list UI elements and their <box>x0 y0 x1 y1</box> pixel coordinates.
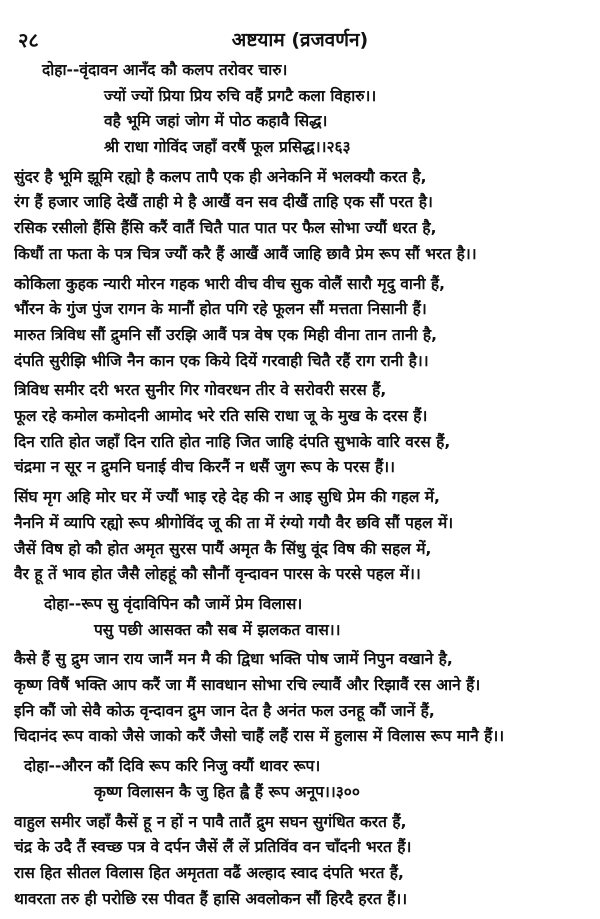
verse-line: वैर हू तें भाव होत जैसै लोहहूं कौ सौनौं वृन्दावन पारस के परसे पहल में।। <box>14 565 421 584</box>
stanza-4 <box>14 485 592 588</box>
verse-line: कैसे हैं सु द्रुम जान राय जानैं मन मै की द्विधा भक्ति पोष जामें निपुन वखाने है, <box>14 650 453 669</box>
verse-line: दोहा--औरन कौं दिवि रूप करि निजु क्यौं थावर रूप। <box>24 757 321 776</box>
verse-line: वहै भूमि जहां जोग में पोठ कहावै सिद्ध। <box>104 112 328 131</box>
page-number: २८ <box>18 28 39 52</box>
verse-line: चंद्र के उदै तैं स्वच्छ पत्र वे दर्पन जैसें लैं लें प्रतिविंव वन चाँदनी भरत हैं। <box>14 838 412 857</box>
doha-3 <box>14 754 592 805</box>
page-header <box>18 26 582 56</box>
verse-line: पसु पछी आसक्त कौ सब में झलकत वास।। <box>94 620 341 639</box>
verse-line: दोहा--वृंदावन आनँद कौ कलप तरोवर चारु। <box>42 61 288 79</box>
running-title: अष्टयाम (व्रजवर्णन) <box>231 29 369 51</box>
stanza-1 <box>14 165 592 268</box>
verse-line: किधौं ता फता के पत्र चित्र ज्यौं करै हैं आखैं आवैं जाहि छावै प्रेम रूप सौं भरत है।। <box>14 244 477 263</box>
stanza-6 <box>14 810 592 913</box>
verse-line: मारुत त्रिविध सौं द्रुमनि सौं उरझि आवैं पत्र वेष एक मिही वीना तान तानी है, <box>14 325 438 344</box>
verse-line: दंपति सुरीझि भीजि नैन कान एक किये दियें गरवाही चितै रहैं राग रानी है।। <box>14 351 429 370</box>
verse-line: चंद्रमा न सूर न द्रुमनि घनाई वीच किरनैं न धसैं जुग रूप के परस हैं।। <box>14 458 395 477</box>
verse-line: कृष्ण विषैं भक्ति आप करैं जा मैं सावधान सोभा रचि ल्यावैं और रिझावैं रस आने हैं। <box>14 676 481 695</box>
verse-line: कृष्ण विलासन कै जु हित ह्वै हैं रूप अनूप।।३०० <box>94 782 360 801</box>
verse-line: दिन राति होत जहाँ दिन राति होत नाहि जित जाहि दंपति सुभाके वारि वरस हैं, <box>14 432 451 451</box>
verse-line: कोकिला कुहक न्यारी मोरन गहक भारी वीच वीच सुक वोलैं सारौ मृदु वानी हैं, <box>14 274 446 293</box>
verse-line: रंग हैं हजार जाहि देखैं ताही मे है आखैं वन सव दीखैं ताहि एक सौं परत है। <box>14 193 433 212</box>
verse-line: फूल रहे कमोल कमोदनी आमोद भरे रति ससि राधा जू के मुख के दरस हैं। <box>14 407 428 426</box>
verse-line: दोहा--रूप सु वृंदाविपिन कौ जामें प्रेम विलास। <box>44 595 303 613</box>
stanza-5 <box>14 647 592 750</box>
verse-line: श्री राधा गोविंद जहाँ वरषैं फूल प्रसिद्ध।।२६३ <box>104 138 351 157</box>
verse-line: वाहुल समीर जहाँ कैसें हू न हों न पावै तातैं द्रुम सघन सुगंधित करत हैं, <box>14 812 407 831</box>
doha-1 <box>14 58 592 161</box>
verse-line: त्रिविध समीर दरी भरत सुनीर गिर गोवरधन तीर वे सरोवरी सरस हैं, <box>14 381 387 400</box>
verse-line: रास हित सीतल विलास हित अमृतता वढैं अल्हाद स्वाद दंपति भरत हैं, <box>14 863 404 882</box>
verse-line: सुंदर है भूमि झूमि रह्यो है कलप तापै एक ही अनेकनि में भलक्यौ करत है, <box>14 167 427 186</box>
verse-line: चिदानंद रूप वाको जैसे जाको करैं जैसो चाहैं लहैं रास में हुलास में विलास रूप मानै हैं।। <box>14 727 505 746</box>
doha-2 <box>14 592 592 643</box>
stanza-2 <box>14 272 592 375</box>
stanza-3 <box>14 378 592 481</box>
verse-line: नैननि में व्यापि रह्यो रूप श्रीगोविंद जू की ता में रंग्यो गयौ वैर छवि सौं पहल में। <box>14 513 454 532</box>
verse-line: जैसें विष हो कौ होत अमृत सुरस पायैं अमृत कै सिंधु वूंद विष की सहल में, <box>14 539 432 558</box>
verse-line: सिंघ मृग अहि मोर घर में ज्यौं भाइ रहे देह की न आइ सुधि प्रेम की गहल में, <box>14 488 440 507</box>
verse-line: इनि कौं जो सेवै कोऊ वृन्दावन द्रुम जान देत है अनंत फल उनहू कौं जानें हैं, <box>14 701 435 720</box>
verse-line: थावरता तरु ही परोछि रस पीवत हैं हासि अवलोकन सौं हिरदै हरत हैं।। <box>14 889 408 908</box>
verse-line: रसिक रसीलो हैंसि हैंसि करैं वातैं चितै पात पात पर फैल सोभा ज्यौं धरत है, <box>14 219 437 238</box>
verse-line: ज्यों ज्यों प्रिया प्रिय रुचि वहैं प्रगटै कला विहारु।। <box>104 86 377 105</box>
verse-line: भौंरन के गुंज पुंज रागन के मानौं होत पगि रहे फूलन सौं मत्तता निसानी हैं। <box>14 300 427 319</box>
